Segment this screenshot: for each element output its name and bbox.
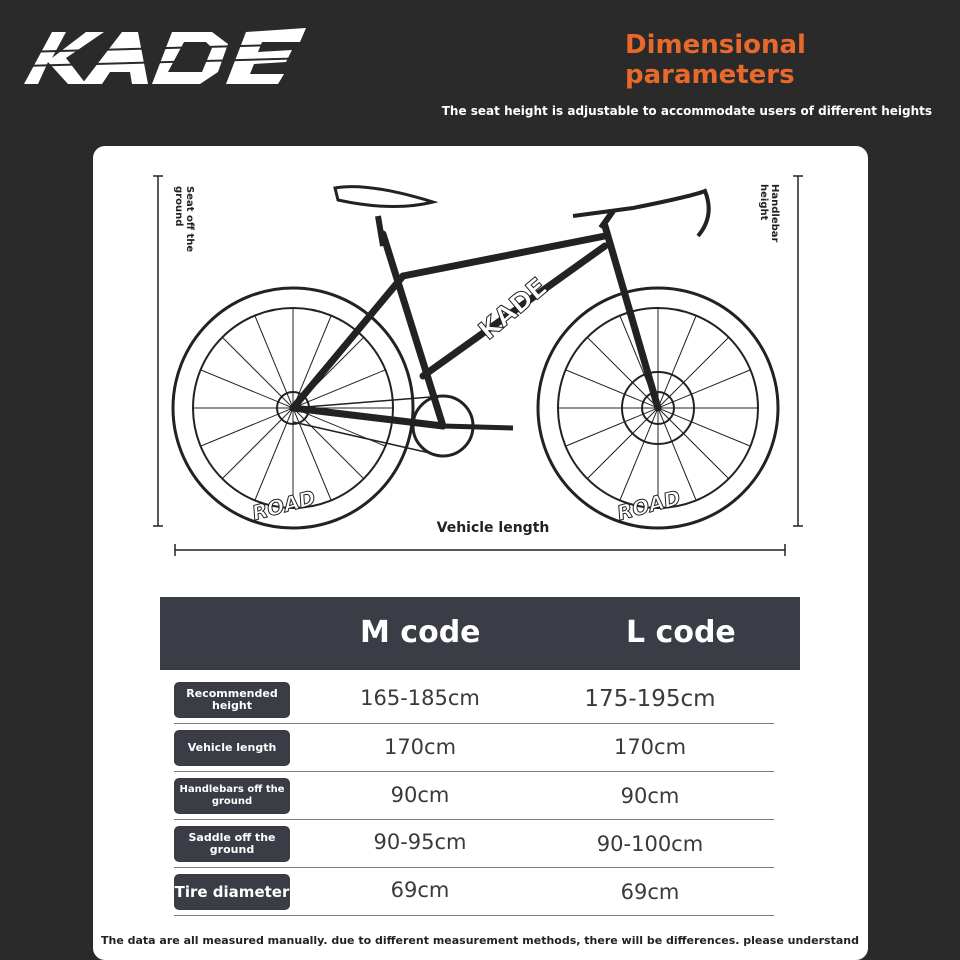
handlebar-height-dimension-line — [793, 176, 803, 526]
table-row — [174, 772, 774, 820]
seat-height-dimension-line — [153, 176, 163, 526]
measurement-footnote: The data are all measured manually. due to different measurement methods, there will be differences. please understand — [101, 934, 859, 947]
rear-rim-logo: ROAD — [249, 485, 318, 526]
table-row — [174, 820, 774, 868]
front-rim-logo: ROAD — [614, 485, 683, 526]
l-value: 170cm — [613, 735, 687, 759]
row-divider — [174, 915, 774, 916]
column-l-code: L code — [626, 615, 736, 650]
row-label: Saddle off the ground — [174, 826, 290, 862]
table-row — [174, 868, 774, 916]
kade-logo — [22, 22, 312, 90]
column-m-code: M code — [360, 615, 481, 650]
row-label: Vehicle length — [174, 730, 290, 766]
row-label: Recommended height — [174, 682, 290, 718]
vehicle-length-dimension-line — [175, 544, 785, 556]
page-title: Dimensional parameters — [625, 30, 806, 90]
l-value: 90-100cm — [596, 832, 704, 856]
m-value: 90-95cm — [373, 830, 467, 854]
table-row — [174, 724, 774, 772]
row-label: Tire diameter — [174, 874, 290, 910]
row-label: Handlebars off the ground — [174, 778, 290, 814]
handlebar-height-label: Handlebar height — [758, 184, 780, 243]
l-value: 69cm — [620, 880, 680, 904]
table-row — [174, 676, 774, 724]
seat-height-label: Seat off the ground — [173, 186, 195, 253]
l-value: 90cm — [620, 784, 680, 808]
m-value: 165-185cm — [360, 686, 480, 710]
m-value: 90cm — [390, 783, 450, 807]
m-value: 170cm — [383, 735, 457, 759]
frame-logo: KADE — [473, 272, 554, 347]
size-table-header — [160, 597, 800, 670]
page-subtitle: The seat height is adjustable to accommodate users of different heights — [441, 104, 932, 118]
l-value: 175-195cm — [584, 686, 716, 712]
m-value: 69cm — [390, 878, 450, 902]
handlebar — [573, 191, 709, 236]
vehicle-length-label: Vehicle length — [436, 520, 550, 536]
saddle — [335, 187, 433, 207]
